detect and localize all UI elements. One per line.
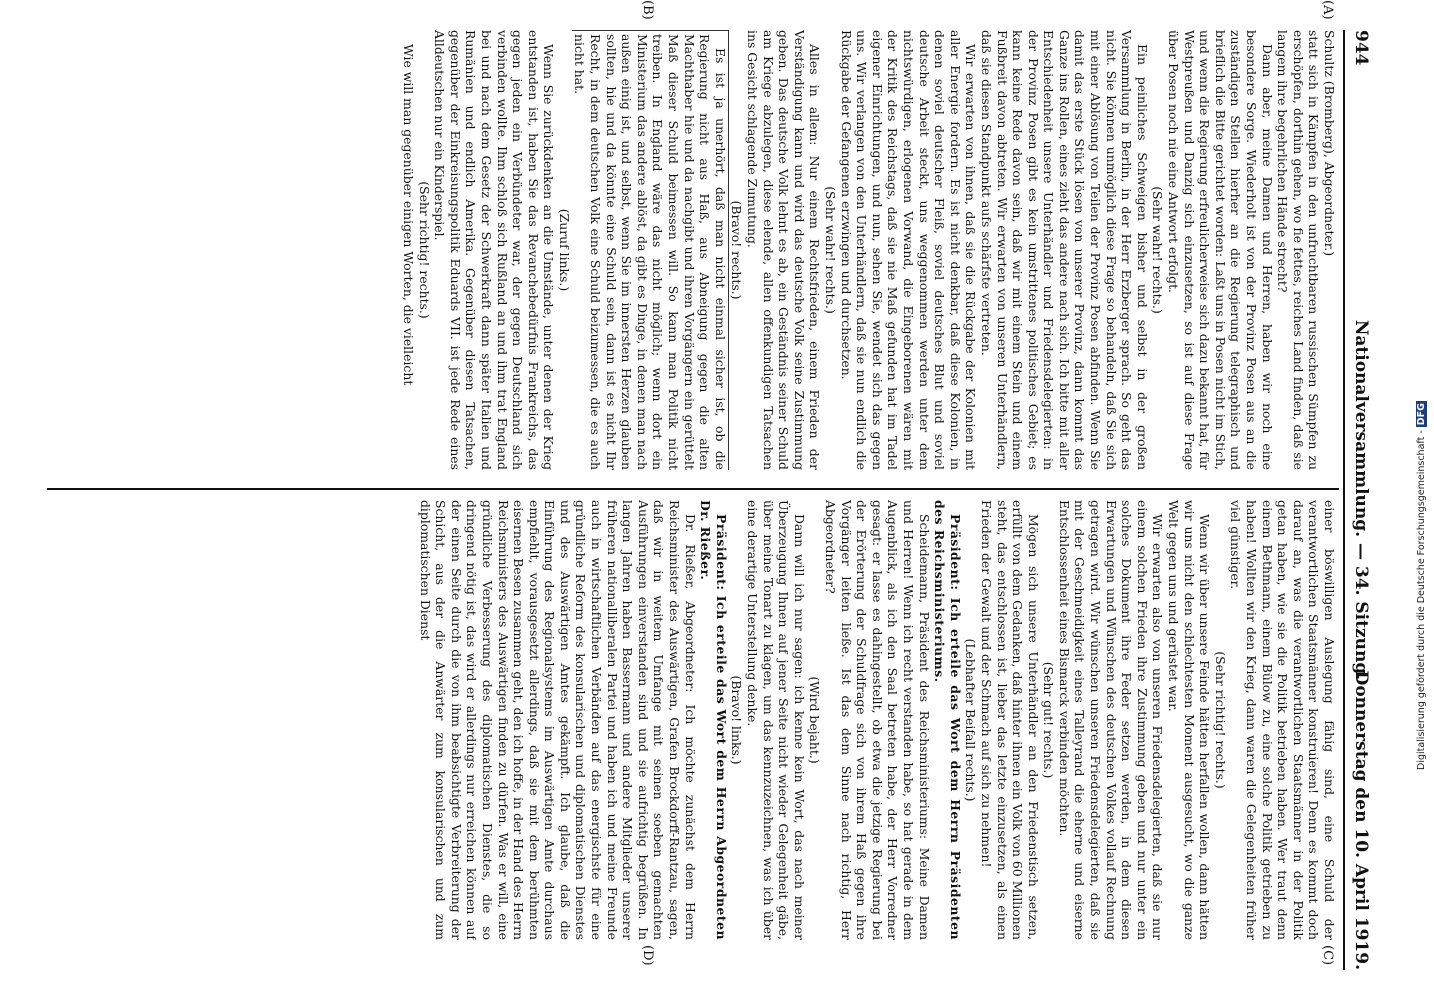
- paragraph: Scheidemann, Präsident des Reichsministeriums: Meine Damen und Herren! Wenn ich recht verstanden habe, so hat gerade in dem Augenblick, als ich den Saal betreten habe, der Herr Vorredner gesagt: er lasse es dahingestellt, ob etwa die jetzige Regierung bei der Erörterung der Schuldfrage sich von ihrem Haß gegen ihre Vorgänger leiten ließe. Ist das dem Sinne nach richtig, Herr Abgeordneter?: [823, 500, 932, 940]
- dfg-logo: DFG: [1416, 403, 1427, 426]
- paragraph: Dann aber, meine Damen und Herren, haben wir noch eine besondere Sorge. Wiederholt ist von der Provinz Posen aus an die zuständigen Stellen hierher an die Regierung telegraphisch und brieflich die Bitte gerichtet worden: Laßt uns in Posen nicht im Stich, und wenn die Regierung erfreulicherweise sich dazu bekannt hat, für Westpreußen und Danzig sich einzusetzen, so ist auf diese Frage über Posen noch nie eine Antwort erfolgt.: [1166, 30, 1275, 470]
- paragraph: Dann will ich nur sagen: ich kenne kein Wort, das nach meiner Überzeugung Ihnen auf jener Seite nicht wieder Gelegenheit gäbe, über meine Tonart zu klagen, um das kennzuzeichnen, was ich über eine derartige Unterstellung denke.: [745, 500, 807, 940]
- paragraph: einer böswilligen Auslegung fähig sind, eine Schuld der verantwortlichen Staatsmänner konstruieren! Denn es kommt doch darauf an, was die verantwortlichen Staatsmänner in der Politik getan haben, wie sie die Politik betrieben haben. Wer traut denn einem Bethmann, einem Bülow zu, eine solche Politik getrieben zu haben! Wollten wir den Krieg, dann waren die Gelegenheiten früher viel günstiger.: [1228, 500, 1337, 940]
- interjection: (Bravo! links.): [729, 675, 745, 765]
- right-column: [47, 500, 1337, 940]
- interjection: (Zuruf links.): [556, 208, 572, 292]
- margin-marker-b: (B): [640, 0, 655, 20]
- paragraph: Wenn wir über unsere Feinde hätten herfallen wollen, dann hätten wir uns nicht den schlechtesten Moment ausgesucht, wo die ganze Welt gegen uns und gerüstet war.: [1166, 500, 1213, 940]
- president-statement: Präsident: Ich erteile das Wort dem Herrn Abgeordneten Dr. Rießer.: [698, 500, 729, 940]
- header-title: Nationalversammlung. — 34. Sitzung.: [1351, 319, 1371, 681]
- speaker-continuation: Schultz (Bromberg), Abgeordneter.): [1322, 30, 1337, 257]
- paragraph: Alles in allem: Nur einem Rechtsfrieden, einem Frieden der Verständigung kann und wird das deutsche Volk seine Zustimmung geben. Das deutsche Volk lehnt es ab, ein Geständnis seiner Schuld am Kriege abzulegen, diese elende, allen offenkundigen Tatsachen ins Gesicht schlagende Zumutung.: [745, 30, 823, 470]
- interjection: (Sehr wahr! rechts.): [1150, 186, 1166, 314]
- paragraph: Wir erwarten also von unseren Friedensdelegierten, daß sie nur einem solchen Frieden ihre Zustimmung geben und nur unter ein solches Dokument ihre Feder setzen werden, in dem diesen Erwartungen und Wünschen des deutschen Volkes vollauf Rechnung getragen wird. Wir wünschen unseren Friedensdelegierten, daß sie mit der Geschmeidigkeit eines Talleyrand die eherne und eiserne Entschlossenheit eines Bismarck verbinden möchten.: [1056, 500, 1166, 940]
- rotated-page: [35, 0, 1375, 970]
- president-statement: Präsident: Ich erteile das Wort dem Herrn Präsidenten des Reichsministeriums.: [932, 500, 963, 940]
- paragraph: Wir erwarten von ihnen, daß sie die Rückgabe der Kolonien mit aller Energie fordern. Es ist nicht denkbar, daß diese Kolonien, in denen soviel deutscher Fleiß, soviel deutsches Blut und soviel deutsche Arbeit steckt, uns weggenommen werden unter dem nichtswürdigen, erlogenen Vorwand, die Eingeborenen wären mit der Kritik des Reichstags, daß sie nie Maß gefunden hat im Tadel eigener Einrichtungen, und nun, sehen Sie, wendet sich das gegen uns. Wir verlangen von den Unterhändlern, daß sie nun endlich die Rückgabe der Gefangenen erzwingen und durchsetzen.: [838, 30, 979, 470]
- credit-text: Digitalisierung gefördert durch die Deutsche Forschungsgemeinschaft -: [1416, 430, 1427, 770]
- paragraph: Dr. Rießer, Abgeordneter: Ich möchte zunächst dem Herrn Reichsminister des Auswärtigen, Grafen Brockdorff-Rantzau, sagen, daß wir in weitem Umfange mit seinen soeben gemachten Ausführungen einverstanden sind und sie aufrichtig begrüßen. In langen Jahren haben Bassermann und andere Mitglieder unserer früheren nationalliberalen Partei und haben ich und meine Freunde auch in wirtschaftlichen Verbänden auf das energischste für eine gründliche Reform des konsularischen und diplomatischen Dienstes und des Auswärtigen Amtes gekämpft. Ich glaube, daß die Einführung des Regionalsystems im Auswärtigen Amte durchaus empfiehlt, vorausgesetzt allerdings, daß sie mit dem berühmten eisernen Besen zusammen geht, den ich hoffe, in der Hand des Herrn Reichsministers des Auswärtigen finden zu dürfen. Was er will, eine gründliche Verbesserung des diplomatischen Dienstes, die so dringend nötig ist, das wird er allerdings nur erreichen können auf der einen Seite durch die von ihm beabsichtigte Verbreiterung der Schicht, aus der die Anwärter zum konsularischen und zum diplomatischen Dienst: [417, 500, 698, 940]
- interjection: (Lebhafter Beifall rechts.): [963, 638, 979, 802]
- paragraph: Ein peinliches Schweigen bisher und selbst in der großen Versammlung in Berlin, in der Herr Erzberger sprach. So geht das nicht. Sie können unmöglich diese Frage so behandeln, daß Sie sich mit einer Ablösung von Teilen der Provinz Posen abfinden. Wenn Sie damit das erste Stück lösen von unserer Provinz, dann kommt das Ganze ins Rollen, eines zieht das andere nach sich. Ich bitte mit aller Entschiedenheit unsere Unterhändler und Friedensdelegierten: in der Provinz Posen gibt es kein umstrittenes politisches Gebiet; es kann keine Rede davon sein, daß wir mit einem Stein und einem Fußbreit davon abtreten. Wir erwarten von unseren Unterhändlern, daß sie diesen Standpunkt aufs schärfste vertreten.: [978, 30, 1150, 470]
- page-header: [1343, 30, 1375, 970]
- interjection: (Sehr gut! rechts.): [1041, 661, 1057, 779]
- digitization-credit: [1416, 10, 1430, 1000]
- margin-marker-c: (C): [1320, 945, 1335, 966]
- paragraph: Mögen sich unsere Unterhändler an den Friedenstisch setzen, erfüllt von dem Gedanken, daß hinter ihnen ein Volk von 60 Millionen steht, das entschlossen ist, lieber das letzte einzusetzen, als einen Frieden der Gewalt und der Schmach auf sich zu nehmen!: [978, 500, 1041, 940]
- interjection: (Sehr richtig! rechts.): [416, 181, 432, 319]
- interjection: (Wird bejaht.): [807, 676, 823, 764]
- paragraph: Wenn Sie zurückdenken an die Umstände, unter denen der Krieg entstanden ist, haben Sie das Revanchebedürfnis Frankreichs, das gegen jeden ein Verbündeter war, der gegen Deutschland sich verbinden wollte. Ihm schloß sich Rußland an und ihm trat England bei und nach dem Gesetz der Schwerkraft dann später Italien und Rumänien und endlich Amerika. Gegenüber diesen Tatsachen, gegenüber der Einkreisungspolitik Eduards VII. ist jede Rede eines Alldeutschen nur ein Kinderspiel.: [432, 30, 557, 470]
- margin-marker-a: (A): [1320, 0, 1335, 20]
- interjection: (Bravo! rechts.): [729, 200, 745, 300]
- paragraph: statt sich in Kämpfen in den unfruchtbaren russischen Sümpfen zu erschöpfen, dorthin gehen, wo fie fettes, reiches Land finden, daß sie langem ihre begehrlichen Hände strecht?: [1275, 30, 1322, 470]
- paragraph: Wie will man gegenüber einigen Worten, die vielleicht: [400, 44, 416, 386]
- interjection: (Sehr richtig! rechts.): [1212, 651, 1228, 789]
- margin-marker-d: (D): [640, 945, 655, 966]
- paragraph: Es ist ja unerhört, daß man nicht einmal sicher ist, ob die Regierung nicht aus Haß, aus Abneigung gegen die alten Machthaber hie und da nachgibt und ihren Vorgängern ein gerüttelt Maß dieser Schuld beimessen will. So kann man Politik nicht treiben. In England wäre das nicht möglich; wenn dort ein Ministerium das andere ablöst, da gibt es Dinge, in denen man nach außen einig ist, und selbst, wenn Sie im innersten Herzen glauben sollten, hie und da könnte eine Schuld sein, dann ist es nicht Ihr Recht, in dem deutschen Volk eine Schuld beizumessen, die es auch nicht hat.: [572, 30, 729, 470]
- column-divider: [47, 488, 1339, 490]
- interjection: (Sehr wahr! rechts.): [823, 186, 838, 314]
- page-number: 944: [1351, 30, 1371, 66]
- header-date: Donnerstag den 10. April 1919.: [1351, 670, 1371, 970]
- left-column: [47, 30, 1337, 470]
